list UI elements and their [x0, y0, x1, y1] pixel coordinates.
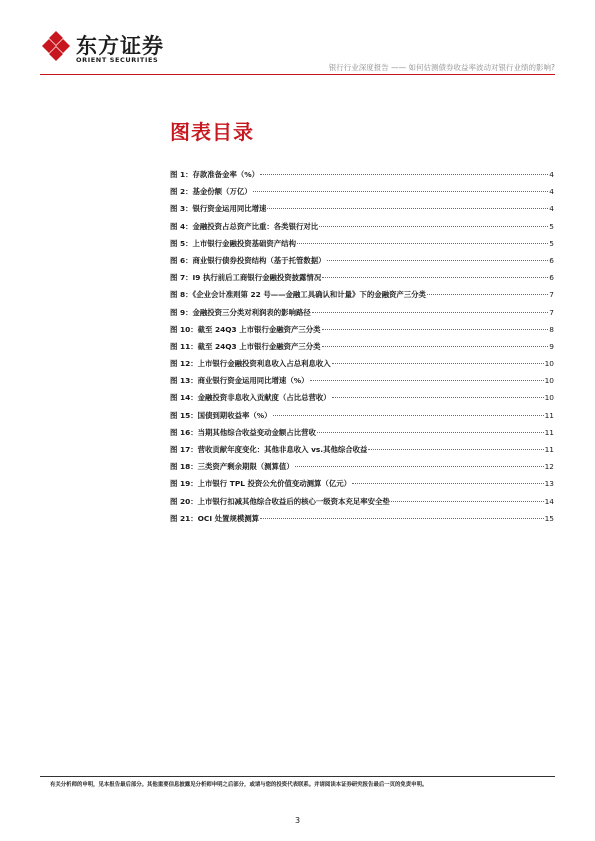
toc-leader-dots — [332, 363, 544, 364]
toc-entry-page: 5 — [549, 221, 554, 231]
toc-leader-dots — [427, 294, 548, 295]
toc-entry[interactable] — [170, 510, 554, 527]
toc-leader-dots — [260, 174, 548, 175]
toc-leader-dots — [273, 415, 544, 416]
toc-leader-dots — [352, 483, 544, 484]
toc-entry-label: 图 4：金融投资占总资产比重：各类银行对比 — [170, 221, 319, 231]
toc-entry-label: 图 21：OCI 处置规模测算 — [170, 513, 260, 523]
page-number: 3 — [294, 816, 301, 825]
header-divider — [40, 74, 555, 75]
toc-entry[interactable] — [170, 407, 554, 424]
toc-entry[interactable] — [170, 372, 554, 389]
toc-leader-dots — [253, 191, 549, 192]
toc-entry-page: 10 — [544, 393, 554, 403]
logo-chinese-name: 东方证券 — [76, 34, 164, 58]
report-subtitle: 银行行业深度报告 —— 如何估测债券收益率波动对银行业绩的影响? — [328, 63, 555, 72]
toc-entry-page: 9 — [549, 341, 554, 351]
toc-entry[interactable] — [170, 166, 554, 183]
page-title: 图表目录 — [170, 120, 254, 144]
toc-leader-dots — [327, 260, 549, 261]
toc-entry-page: 8 — [549, 324, 554, 334]
toc-leader-dots — [317, 432, 544, 433]
toc-entry-label: 图 20：上市银行扣减其他综合收益后的核心一级资本充足率安全垫 — [170, 496, 390, 506]
logo-english-name: ORIENT SECURITIES — [76, 56, 159, 64]
toc-entry-page: 11 — [544, 427, 554, 437]
toc-leader-dots — [322, 277, 548, 278]
toc-entry-label: 图 15：国债到期收益率（%） — [170, 410, 272, 420]
toc-leader-dots — [322, 329, 549, 330]
toc-entry[interactable] — [170, 235, 554, 252]
toc-entry-page: 7 — [549, 307, 554, 317]
toc-entry-page: 13 — [544, 479, 554, 489]
toc-entry-label: 图 18：三类资产剩余期限（测算值） — [170, 462, 294, 472]
toc-entry-label: 图 1：存款准备金率（%） — [170, 170, 260, 179]
toc-entry[interactable] — [170, 183, 554, 200]
toc-entry-label: 图 5：上市银行金融投资基础资产结构 — [170, 238, 296, 248]
toc-entry[interactable] — [170, 338, 554, 355]
toc-entry-page: 6 — [549, 273, 554, 283]
toc-entry-label: 图 3：银行资金运用同比增速 — [170, 204, 267, 214]
toc-entry[interactable] — [170, 441, 554, 458]
toc-entry-label: 图 17：营收贡献年度变化：其他非息收入 vs.其他综合收益 — [170, 445, 368, 454]
toc-entry[interactable] — [170, 424, 554, 441]
figure-list — [170, 166, 554, 527]
toc-entry-page: 4 — [549, 204, 554, 214]
toc-entry-label: 图 9：金融投资三分类对利润表的影响路径 — [170, 307, 311, 317]
toc-entry[interactable] — [170, 252, 554, 269]
toc-entry[interactable] — [170, 286, 554, 303]
toc-leader-dots — [297, 243, 548, 244]
toc-entry[interactable] — [170, 475, 554, 492]
toc-entry-label: 图 8：《企业会计准则第 22 号——金融工具确认和计量》下的金融资产三分类 — [170, 290, 426, 300]
toc-entry-label: 图 19：上市银行 TPL 投资公允价值变动测算（亿元） — [170, 479, 351, 489]
toc-entry[interactable] — [170, 493, 554, 510]
toc-entry[interactable] — [170, 355, 554, 372]
toc-entry[interactable] — [170, 200, 554, 217]
toc-leader-dots — [391, 501, 544, 502]
toc-leader-dots — [368, 449, 543, 450]
toc-entry-page: 15 — [544, 513, 554, 523]
toc-leader-dots — [322, 346, 549, 347]
toc-entry-label: 图 10：截至 24Q3 上市银行金融资产三分类 — [170, 324, 321, 334]
toc-leader-dots — [310, 380, 544, 381]
toc-entry-label: 图 2：基金份额（万亿） — [170, 187, 252, 197]
toc-entry-page: 6 — [549, 255, 554, 265]
toc-entry-page: 12 — [544, 462, 554, 472]
toc-leader-dots — [267, 208, 548, 209]
toc-entry[interactable] — [170, 218, 554, 235]
toc-entry-label: 图 6：商业银行债券投资结构（基于托管数据） — [170, 255, 326, 265]
toc-entry-page: 10 — [544, 376, 554, 386]
toc-leader-dots — [260, 518, 544, 519]
toc-entry[interactable] — [170, 458, 554, 475]
toc-entry[interactable] — [170, 304, 554, 321]
disclaimer-text: 有关分析师的申明，见本报告最后部分。其他重要信息披露见分析师申明之后部分，或请与您的投资代表联系。并请阅读本证券研究报告最后一页的免责申明。 — [50, 782, 428, 788]
toc-entry-label: 图 16：当期其他综合收益变动金额占比营收 — [170, 427, 316, 437]
toc-entry[interactable] — [170, 389, 554, 406]
toc-entry-label: 图 12：上市银行金融投资利息收入占总利息收入 — [170, 359, 331, 369]
toc-entry-page: 10 — [544, 359, 554, 369]
toc-entry-label: 图 13：商业银行资金运用同比增速（%） — [170, 376, 309, 386]
toc-entry-page: 7 — [549, 290, 554, 300]
toc-entry[interactable] — [170, 321, 554, 338]
toc-leader-dots — [295, 466, 544, 467]
toc-entry[interactable] — [170, 269, 554, 286]
toc-entry-page: 11 — [544, 410, 554, 420]
toc-entry-label: 图 11：截至 24Q3 上市银行金融资产三分类 — [170, 341, 321, 351]
toc-entry-label: 图 14：金融投资非息收入贡献度（占比总营收） — [170, 393, 331, 403]
footer-divider — [40, 776, 555, 777]
toc-entry-page: 4 — [549, 170, 554, 179]
diamond-logo-icon — [40, 30, 72, 62]
toc-entry-page: 4 — [549, 187, 554, 197]
company-logo — [40, 28, 180, 72]
toc-leader-dots — [332, 397, 544, 398]
toc-leader-dots — [312, 312, 549, 313]
toc-entry-page: 5 — [549, 238, 554, 248]
toc-entry-page: 11 — [544, 445, 554, 454]
toc-entry-label: 图 7：I9 执行前后工商银行金融投资披露情况 — [170, 273, 322, 283]
toc-leader-dots — [319, 226, 548, 227]
toc-entry-page: 14 — [544, 496, 554, 506]
